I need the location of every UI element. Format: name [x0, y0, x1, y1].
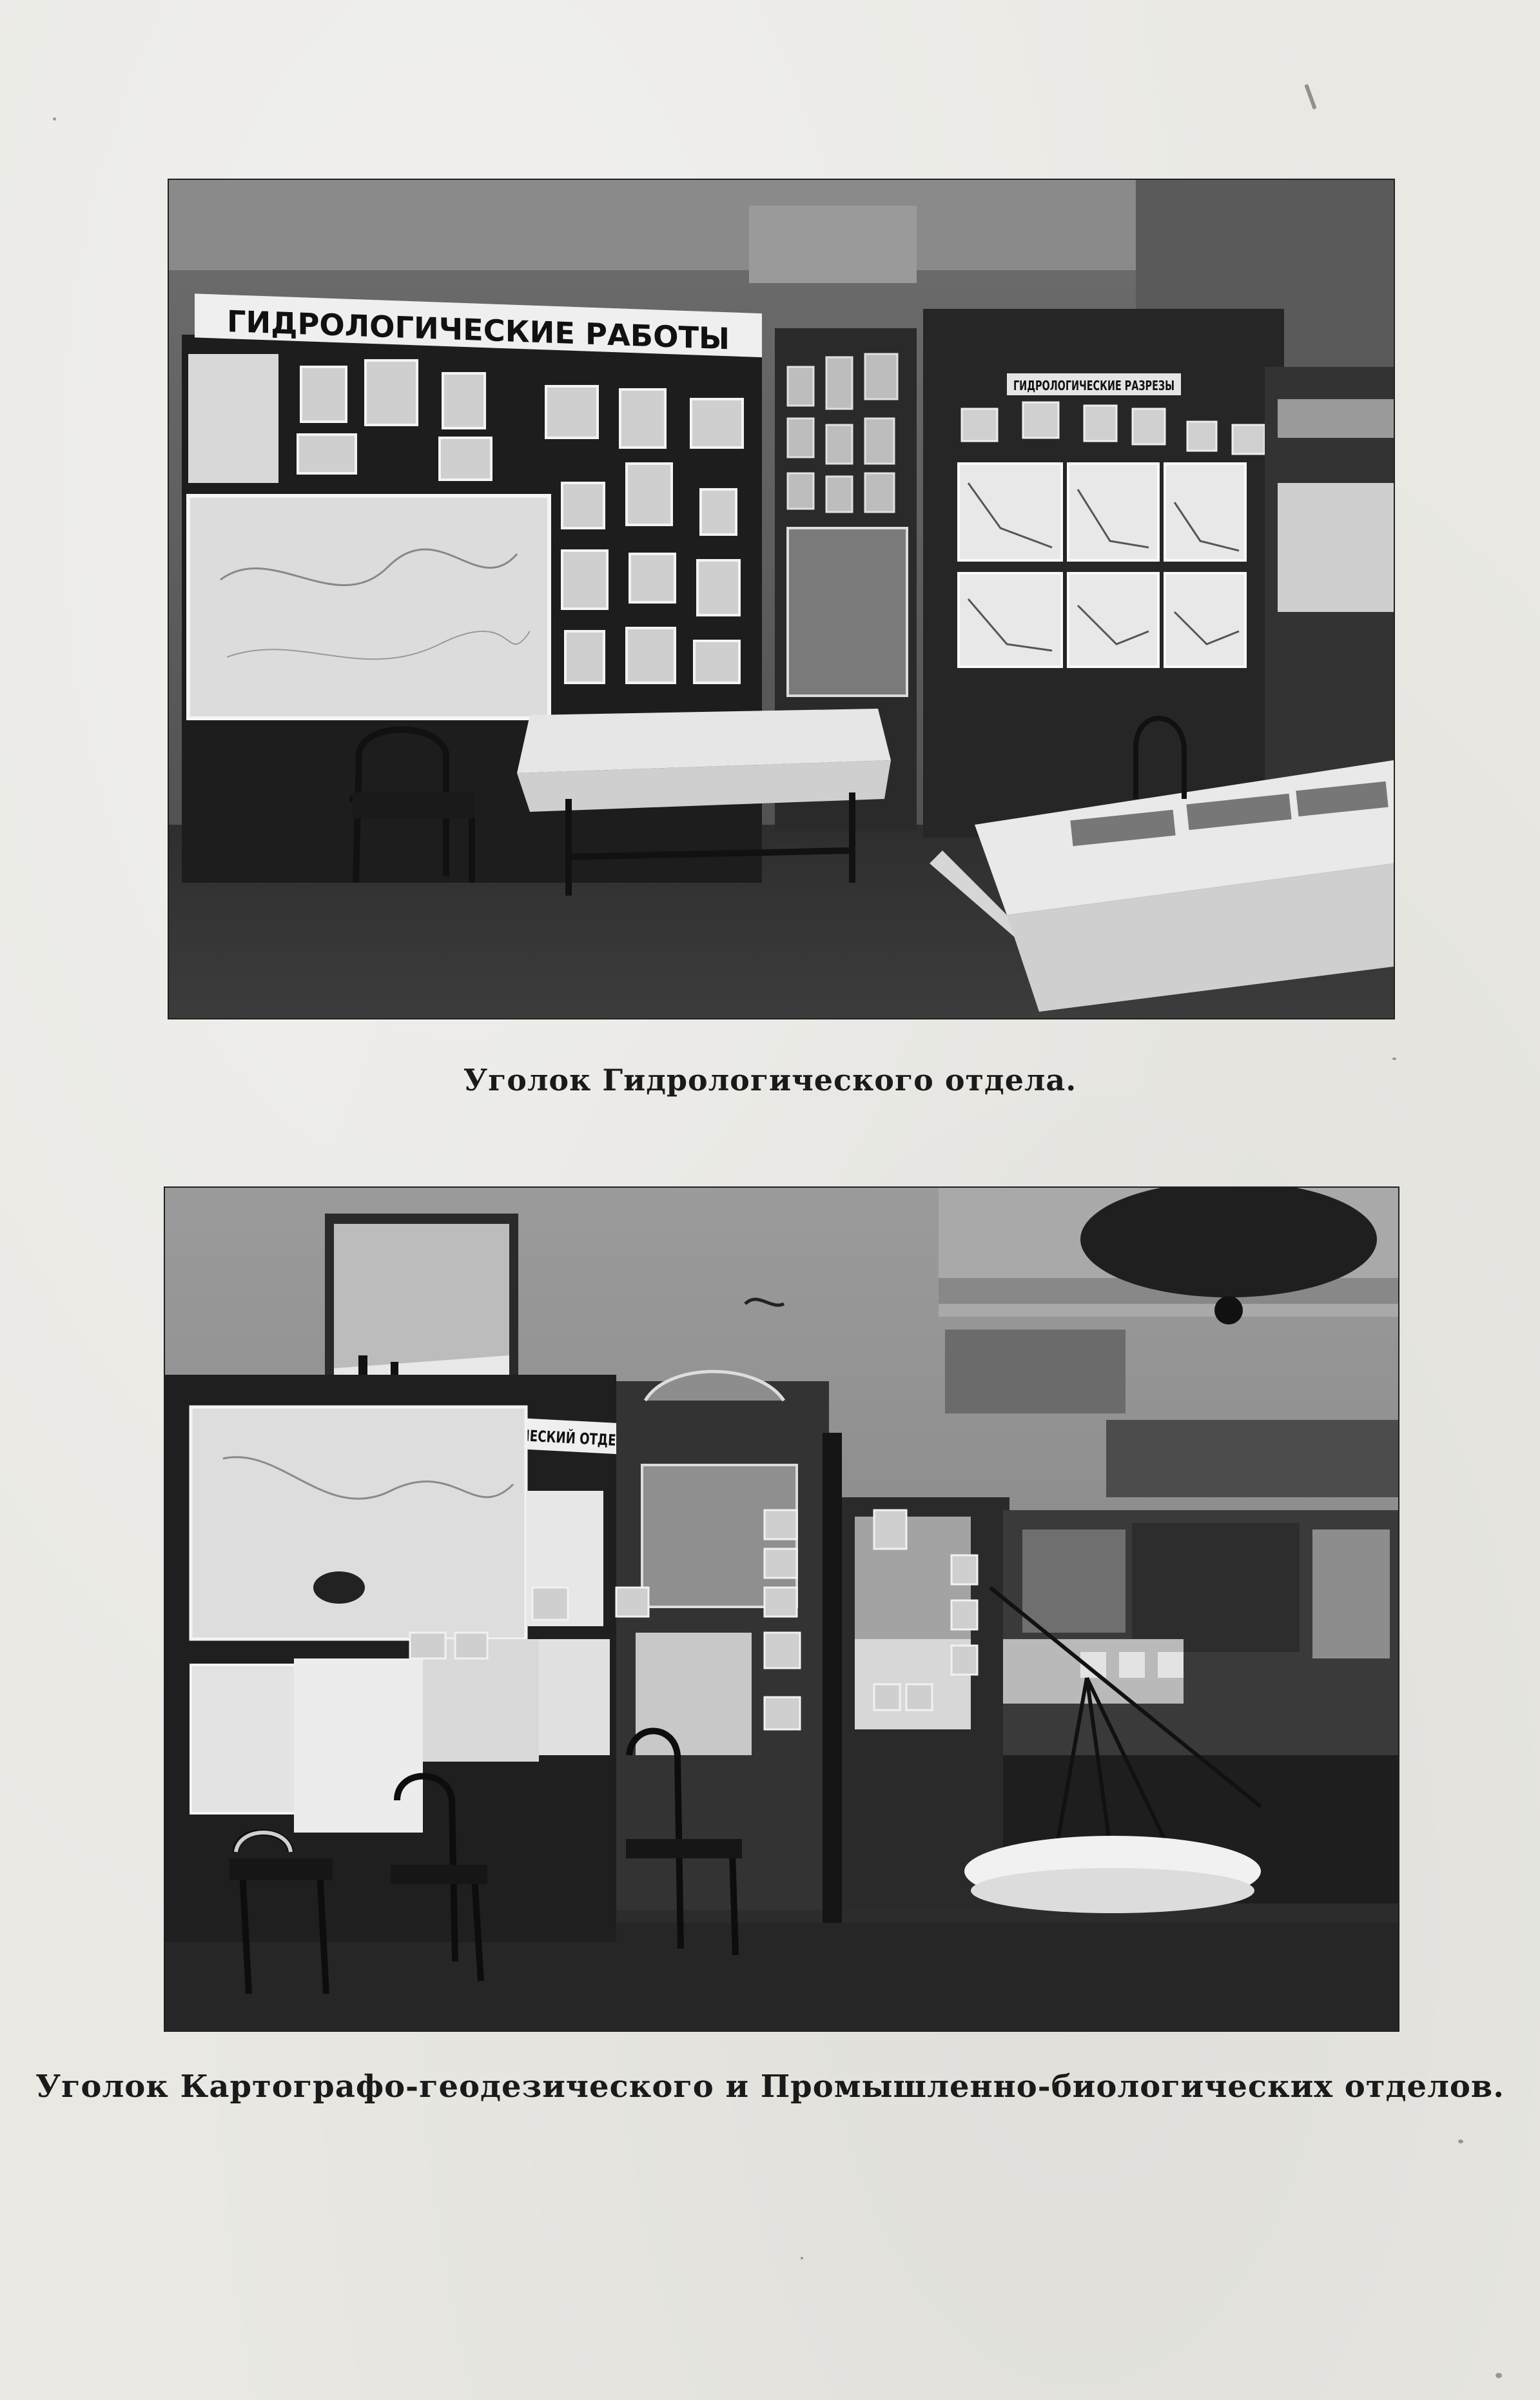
paper-speck	[1304, 84, 1316, 110]
paper-speck	[1496, 2373, 1502, 2378]
paper-speck	[1392, 1057, 1396, 1060]
sign-hydrological-works: ГИДРОЛОГИЧЕСКИЕ РАБОТЫ	[227, 304, 726, 357]
sign-cartography-dept: КАРТОГРАФО-ГЕОДЕЗИЧЕСКИЙ ОТДЕЛ	[361, 1418, 711, 1455]
photo-cartography-corner	[165, 1188, 1398, 2031]
paper-speck	[53, 117, 56, 121]
photo-hydrology-illustration	[169, 180, 1394, 1018]
caption-hydrology-corner: Уголок Гидрологического отдела.	[463, 1063, 1077, 1097]
caption-cartography-corner: Уголок Картографо-геодезического и Промышленно-биологических отделов.	[35, 2069, 1505, 2105]
paper-speck	[1458, 2139, 1463, 2143]
paper-speck	[801, 2257, 803, 2259]
photo-cartography-illustration	[165, 1188, 1398, 2031]
sign-hydrological-sections: ГИДРОЛОГИЧЕСКИЕ РАЗРЕЗЫ	[1013, 378, 1174, 393]
photo-hydrology-corner	[169, 180, 1394, 1018]
